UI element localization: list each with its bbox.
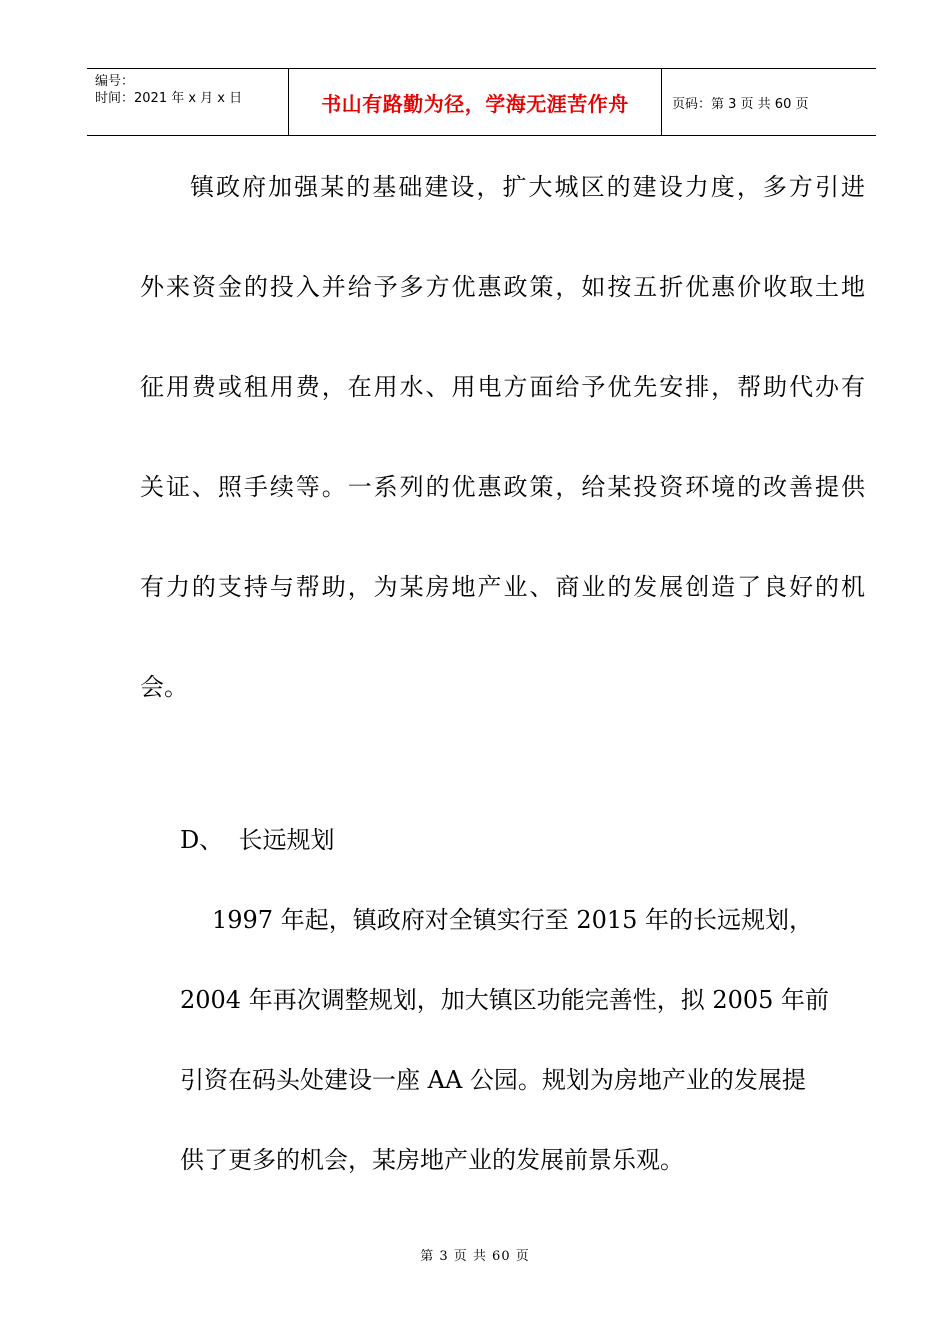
paragraph-line: 外来资金的投入并给予多方优惠政策，如按五折优惠价收取土地 <box>140 273 865 301</box>
paragraph-line: 供了更多的机会，某房地产业的发展前景乐观。 <box>180 1146 684 1174</box>
paragraph-line: 征用费或租用费，在用水、用电方面给予优先安排，帮助代办有 <box>140 373 865 401</box>
header-page-info: 页码：第 3 页 共 60 页 <box>672 96 809 112</box>
paragraph-line: 2004 年再次调整规划，加大镇区功能完善性，拟 2005 年前 <box>180 986 830 1014</box>
paragraph-line: 有力的支持与帮助，为某房地产业、商业的发展创造了良好的机 <box>140 573 865 601</box>
header-motto: 书山有路勤为径，学海无涯苦作舟 <box>288 69 662 135</box>
header-number-label: 编号： <box>95 74 135 89</box>
header-time-label: 时间：2021 年 x 月 x 日 <box>95 91 243 106</box>
page-header <box>87 68 876 136</box>
paragraph-line: 1997 年起，镇政府对全镇实行至 2015 年的长远规划， <box>212 906 814 934</box>
paragraph-line: 引资在码头处建设一座 AA 公园。规划为房地产业的发展提 <box>180 1066 806 1094</box>
paragraph-line: 镇政府加强某的基础建设，扩大城区的建设力度，多方引进 <box>190 173 865 201</box>
header-meta <box>87 69 288 135</box>
page-footer: 第 3 页 共 60 页 <box>420 1249 530 1264</box>
paragraph-line: 关证、照手续等。一系列的优惠政策，给某投资环境的改善提供 <box>140 473 865 501</box>
paragraph-line: 会。 <box>140 673 188 701</box>
body-paragraph-1 <box>140 137 865 737</box>
section-heading: D、 长远规划 <box>180 826 335 854</box>
body-paragraph-2 <box>180 880 845 1200</box>
